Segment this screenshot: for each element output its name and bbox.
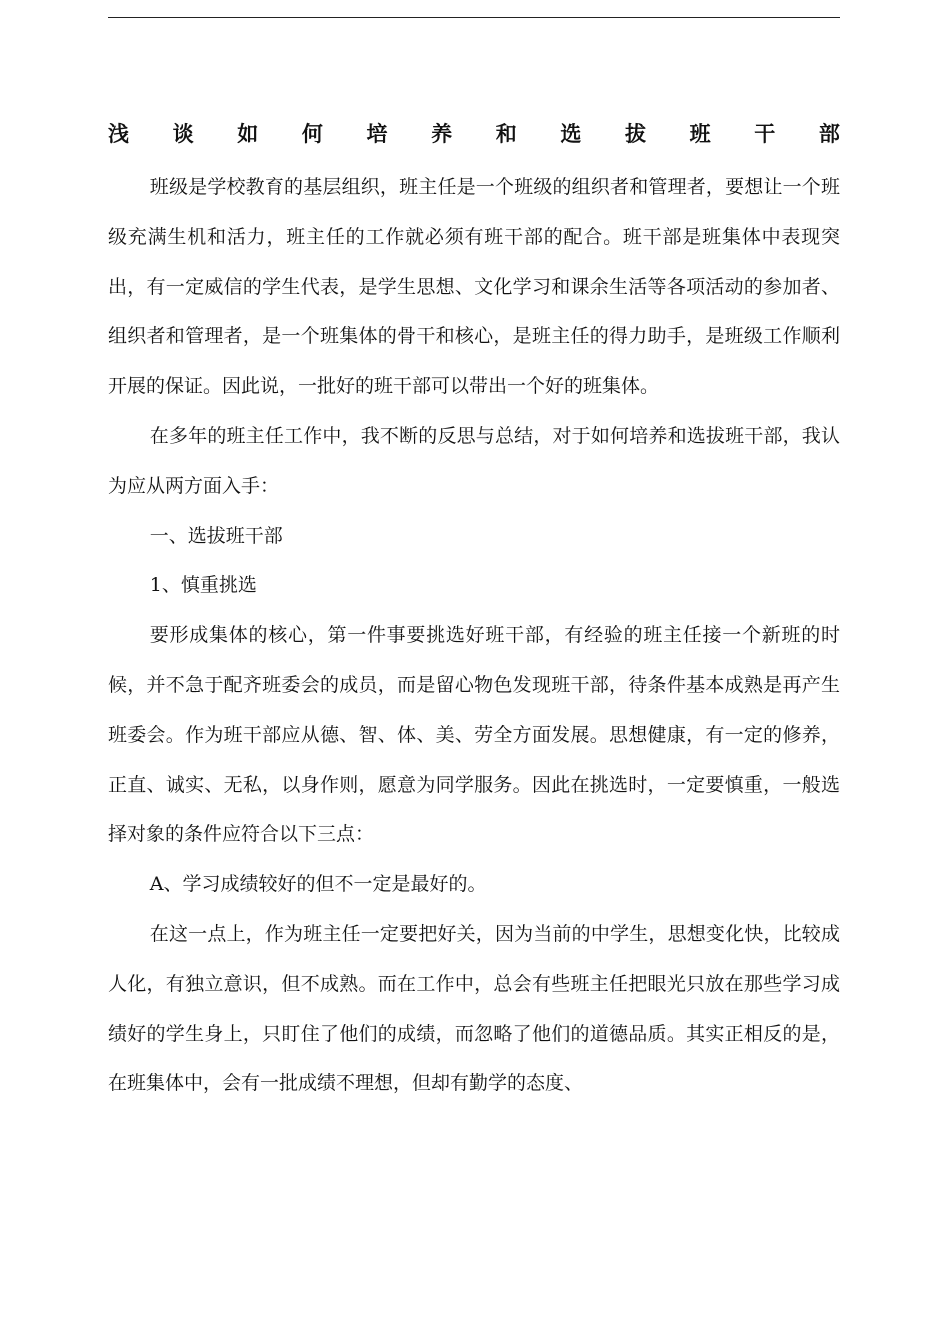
paragraph-intro: 班级是学校教育的基层组织，班主任是一个班级的组织者和管理者，要想让一个班级充满生机和活力，班主任的工作就必须有班干部的配合。班干部是班集体中表现突出，有一定威信的学生代表，是学生思想、文化学习和课余生活等各项活动的参加者、组织者和管理者，是一个班集体的骨干和核心，是班主任的得力助手，是班级工作顺利开展的保证。因此说，一批好的班干部可以带出一个好的班集体。	[108, 176, 840, 398]
title-char: 干	[754, 122, 776, 146]
document-body	[108, 163, 840, 1109]
title-char: 和	[495, 122, 517, 146]
section-heading-selection: 一、选拔班干部	[149, 524, 283, 547]
title-char: 培	[366, 122, 388, 146]
subsection-heading-careful-selection: 1、慎重挑选	[149, 574, 257, 597]
paragraph-approach: 在多年的班主任工作中，我不断的反思与总结，对于如何培养和选拔班干部，我认为应从两方面入手：	[108, 424, 840, 497]
header-rule	[108, 17, 840, 18]
title-char: 养	[431, 122, 453, 146]
paragraph-selection-criteria: 要形成集体的核心，第一件事要挑选好班干部，有经验的班主任接一个新班的时候，并不急于配齐班委会的成员，而是留心物色发现班干部，待条件基本成熟是再产生班委会。作为班干部应从德、智、体、美、劳全方面发展。思想健康，有一定的修养，正直、诚实、无私，以身作则，愿意为同学服务。因此在挑选时，一定要慎重，一般选择对象的条件应符合以下三点：	[108, 624, 840, 846]
criterion-a: A、学习成绩较好的但不一定是最好的。	[149, 873, 487, 896]
title-char: 部	[818, 122, 840, 146]
page-title	[108, 116, 840, 150]
title-char: 浅	[108, 122, 129, 146]
paragraph-criterion-a-detail: 在这一点上，作为班主任一定要把好关，因为当前的中学生，思想变化快，比较成人化，有独立意识，但不成熟。而在工作中，总会有些班主任把眼光只放在那些学习成绩好的学生身上，只盯住了他们的成绩，而忽略了他们的道德品质。其实正相反的是，在班集体中，会有一批成绩不理想，但却有勤学的态度、	[108, 922, 840, 1095]
title-char: 何	[301, 122, 323, 146]
title-char: 班	[689, 122, 711, 146]
title-char: 谈	[172, 122, 194, 146]
title-char: 选	[560, 122, 582, 146]
title-char: 拔	[625, 122, 646, 146]
title-char: 如	[237, 122, 259, 146]
